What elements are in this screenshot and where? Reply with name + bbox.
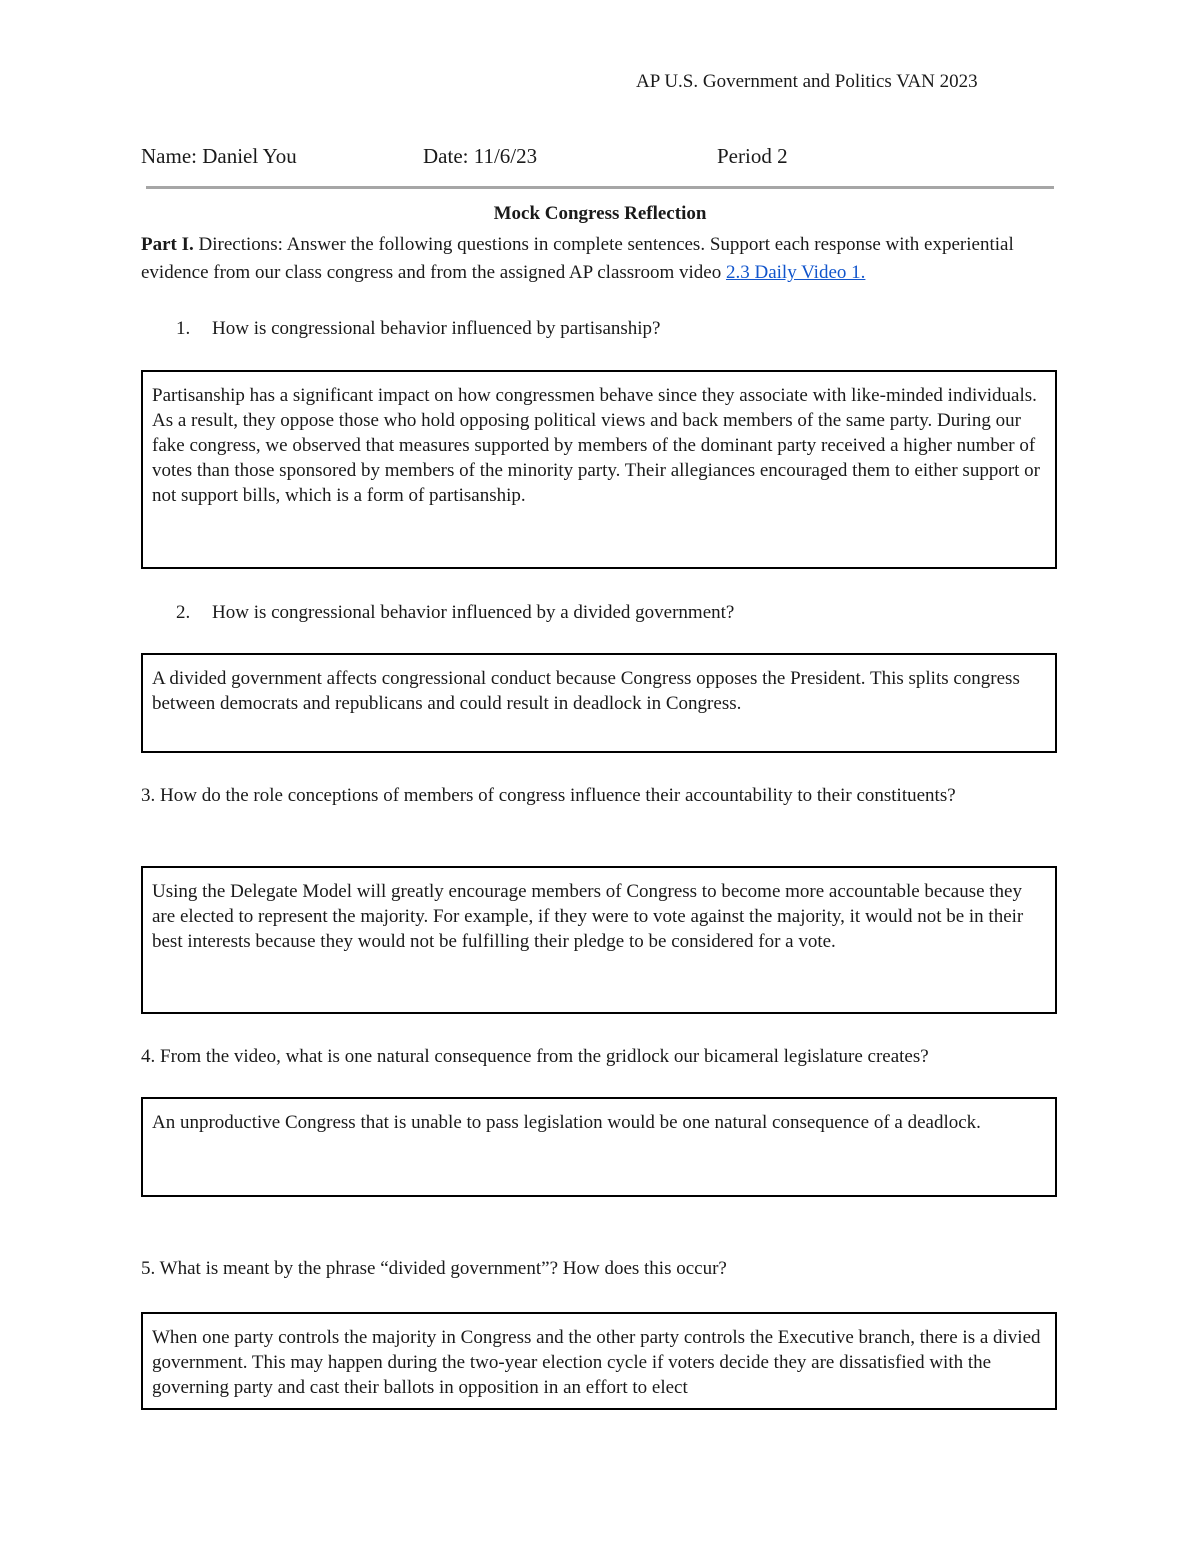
question-text: How is congressional behavior influenced by partisanship? xyxy=(212,318,661,339)
course-header: AP U.S. Government and Politics VAN 2023 xyxy=(636,71,978,92)
question-number: 2. xyxy=(176,602,191,623)
answer-box-1 xyxy=(141,370,1057,569)
part-label: Part I. xyxy=(141,234,194,255)
question-1 xyxy=(176,315,661,343)
question-text: How is congressional behavior influenced by a divided government? xyxy=(212,602,735,623)
answer-text: Partisanship has a significant impact on how congressmen behave since they associate with like-minded individuals. As a result, they oppose those who hold opposing political views and back members of the same party. During our fake congress, we observed that measures supported by members of the dominant party received a higher number of votes than those sponsored by members of the minority party. Their allegiances encouraged them to either support or not support bills, which is a form of partisanship. xyxy=(152,385,1041,506)
question-number: 1. xyxy=(176,318,191,339)
question-number: 3. xyxy=(141,785,156,806)
answer-text: Using the Delegate Model will greatly encourage members of Congress to become more accountable because they are elected to represent the majority. For example, if they were to vote against the majority, it would not be in their best interests because they would not be fulfilling their pledge to be considered for a vote. xyxy=(152,881,1024,952)
question-number: 5. xyxy=(141,1258,156,1279)
answer-text: A divided government affects congressional conduct because Congress opposes the President. This splits congress between democrats and republicans and could result in deadlock in Congress. xyxy=(152,668,1020,714)
question-2 xyxy=(176,599,734,627)
question-text: How do the role conceptions of members of congress influence their accountability to their constituents? xyxy=(160,785,956,806)
page-title: Mock Congress Reflection xyxy=(493,203,707,224)
directions-text: Directions: Answer the following questions in complete sentences. Support each response with experiential evidence from our class congress and from the assigned AP classroom video xyxy=(141,234,1014,283)
answer-text: When one party controls the majority in Congress and the other party controls the Executive branch, there is a divied government. This may happen during the two-year election cycle if voters decide they are dissatisfied with the governing party and cast their ballots in opposition in an effort to elect xyxy=(152,1327,1041,1398)
question-3 xyxy=(141,782,1021,810)
directions-paragraph xyxy=(141,231,1059,287)
question-number: 4. xyxy=(141,1046,156,1067)
answer-box-3 xyxy=(141,866,1057,1014)
class-period: Period 2 xyxy=(717,144,788,168)
question-text: What is meant by the phrase “divided government”? How does this occur? xyxy=(159,1258,727,1279)
question-text: From the video, what is one natural consequence from the gridlock our bicameral legislature creates? xyxy=(160,1046,929,1067)
question-4 xyxy=(141,1043,929,1071)
student-name: Name: Daniel You xyxy=(141,144,297,168)
question-5 xyxy=(141,1255,727,1283)
daily-video-link[interactable]: 2.3 Daily Video 1. xyxy=(725,262,866,283)
answer-box-5 xyxy=(141,1312,1057,1410)
answer-text: An unproductive Congress that is unable to pass legislation would be one natural consequence of a deadlock. xyxy=(152,1112,981,1133)
assignment-date: Date: 11/6/23 xyxy=(423,144,538,168)
answer-box-2 xyxy=(141,653,1057,753)
answer-box-4 xyxy=(141,1097,1057,1197)
horizontal-rule xyxy=(146,186,1054,189)
